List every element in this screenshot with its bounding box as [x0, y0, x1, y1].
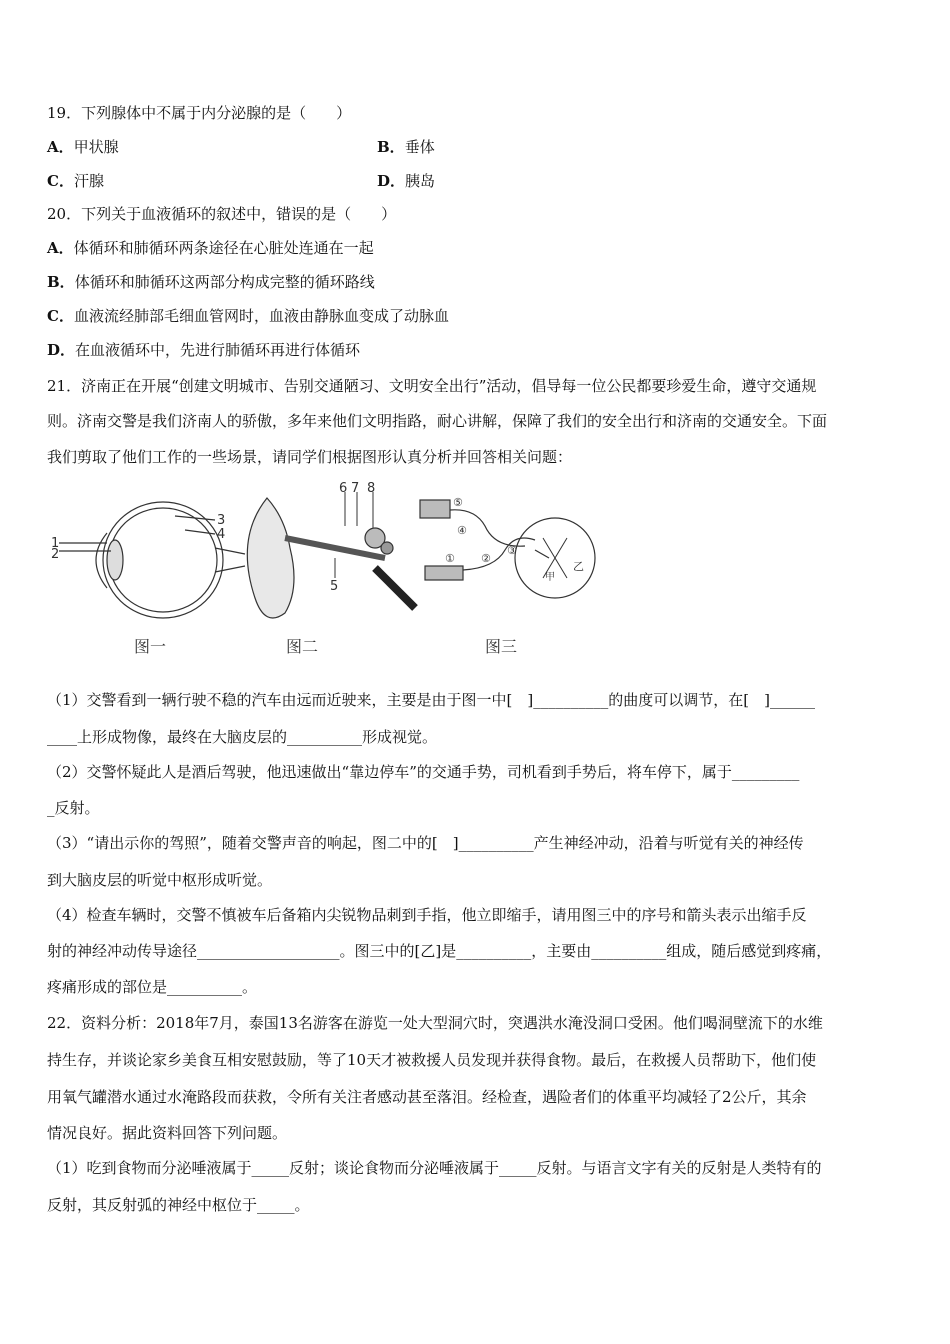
q21-sub-line: （4）检查车辆时，交警不慎被车后备箱内尖锐物品刺到手指，他立即缩手，请用图三中的序号和箭头表示出缩手反: [47, 906, 807, 924]
ear-label-6: 6: [339, 481, 348, 496]
q22-stem-line: 用氧气罐潜水通过水淹路段而获救，令所有关注者感动甚至落泪。经检查，遇险者们的体重平均减轻了2公斤，其余: [47, 1088, 807, 1106]
q20-stem: 20．下列关于血液循环的叙述中，错误的是（ ）: [47, 205, 397, 223]
q21-sub-line: ____上形成物像，最终在大脑皮层的__________形成视觉。: [47, 728, 438, 746]
q21-sub-line: （3）“请出示你的驾照”，随着交警声音的响起，图二中的[ ]__________产生神经冲动，沿着与听觉有关的神经传: [47, 834, 804, 852]
q19-stem: 19．下列腺体中不属于内分泌腺的是（ ）: [47, 104, 352, 122]
option-key: D．: [377, 172, 406, 190]
q20-option-b: [47, 272, 375, 292]
option-key: B．: [47, 273, 75, 291]
q19-option-d: [377, 171, 435, 191]
option-key: B．: [377, 138, 405, 156]
figure-caption-3: 图三: [485, 637, 518, 656]
q21-figure: [45, 478, 605, 668]
q22-sub-line: 反射，其反射弧的神经中枢位于_____。: [47, 1196, 310, 1214]
reflex-label-yi: 乙: [573, 560, 584, 573]
q20-option-d: [47, 340, 360, 360]
option-text: 体循环和肺循环两条途径在心脏处连通在一起: [73, 239, 374, 257]
option-text: 胰岛: [405, 172, 436, 190]
eye-label-2: 2: [51, 547, 60, 562]
figure-caption-1: 图一: [134, 637, 167, 656]
option-key: D．: [47, 341, 76, 359]
option-text: 在血液循环中，先进行肺循环再进行体循环: [75, 341, 361, 359]
figure-caption-2: 图二: [286, 637, 319, 656]
option-text: 垂体: [404, 138, 435, 156]
q21-stem-line: 则。济南交警是我们济南人的骄傲，多年来他们文明指路，耐心讲解，保障了我们的安全出行和济南的交通安全。下面: [47, 412, 828, 430]
option-key: A．: [47, 138, 74, 156]
option-key: A．: [47, 239, 74, 257]
reflex-label-4: ④: [457, 524, 467, 537]
figure-illustrations: [45, 478, 605, 668]
q20-option-a: [47, 238, 374, 258]
reflex-label-3: ③: [507, 544, 517, 557]
eye-label-3: 3: [217, 513, 226, 528]
option-text: 体循环和肺循环这两部分构成完整的循环路线: [74, 273, 375, 291]
q21-sub-line: （2）交警怀疑此人是酒后驾驶，他迅速做出“靠边停车”的交通手势，司机看到手势后，将车停下，属于_________: [47, 763, 800, 781]
reflex-label-5: ⑤: [453, 496, 463, 509]
option-text: 血液流经肺部毛细血管网时，血液由静脉血变成了动脉血: [73, 307, 449, 325]
q22-stem-line: 22．资料分析：2018年7月，泰国13名游客在游览一处大型洞穴时，突遇洪水淹没洞口受困。他们喝洞壁流下的水维: [47, 1014, 823, 1032]
ear-label-8: 8: [367, 481, 376, 496]
q21-sub-line: 到大脑皮层的听觉中枢形成听觉。: [47, 871, 273, 889]
q21-sub-line: 射的神经冲动传导途径___________________。图三中的[乙]是__________，主要由__________组成，随后感觉到疼痛，: [47, 942, 832, 960]
eye-label-1: 1: [51, 536, 60, 551]
q19-option-a: [47, 137, 119, 157]
ear-label-5: 5: [330, 579, 339, 594]
ear-label-7: 7: [351, 481, 360, 496]
q22-sub-line: （1）吃到食物而分泌唾液属于_____反射；谈论食物而分泌唾液属于_____反射。与语言文字有关的反射是人类特有的: [47, 1159, 822, 1177]
reflex-label-2: ②: [481, 552, 491, 565]
q21-sub-line: _反射。: [47, 799, 100, 817]
option-text: 甲状腺: [73, 138, 119, 156]
q20-option-c: [47, 306, 449, 326]
q21-sub-line: 疼痛形成的部位是__________。: [47, 978, 258, 996]
eye-label-4: 4: [217, 527, 226, 542]
q21-stem-line: 21．济南正在开展“创建文明城市、告别交通陋习、文明安全出行”活动，倡导每一位公民都要珍爱生命，遵守交通规: [47, 377, 817, 395]
ear-diagram: [247, 492, 415, 618]
reflex-label-jia: 甲: [545, 572, 555, 583]
q21-sub-line: （1）交警看到一辆行驶不稳的汽车由远而近驶来，主要是由于图一中[ ]__________的曲度可以调节，在[ ]______: [47, 691, 815, 709]
option-text: 汗腺: [73, 172, 104, 190]
q19-option-c: [47, 171, 104, 191]
reflex-label-1: ①: [445, 552, 455, 565]
option-key: C．: [47, 307, 74, 325]
option-key: C．: [47, 172, 74, 190]
q22-stem-line: 持生存，并谈论家乡美食互相安慰鼓励，等了10天才被救援人员发现并获得食物。最后，在救援人员帮助下，他们使: [47, 1051, 817, 1069]
q22-stem-line: 情况良好。据此资料回答下列问题。: [47, 1124, 288, 1142]
q19-option-b: [377, 137, 435, 157]
q21-stem-line: 我们剪取了他们工作的一些场景，请同学们根据图形认真分析并回答相关问题：: [47, 448, 573, 466]
